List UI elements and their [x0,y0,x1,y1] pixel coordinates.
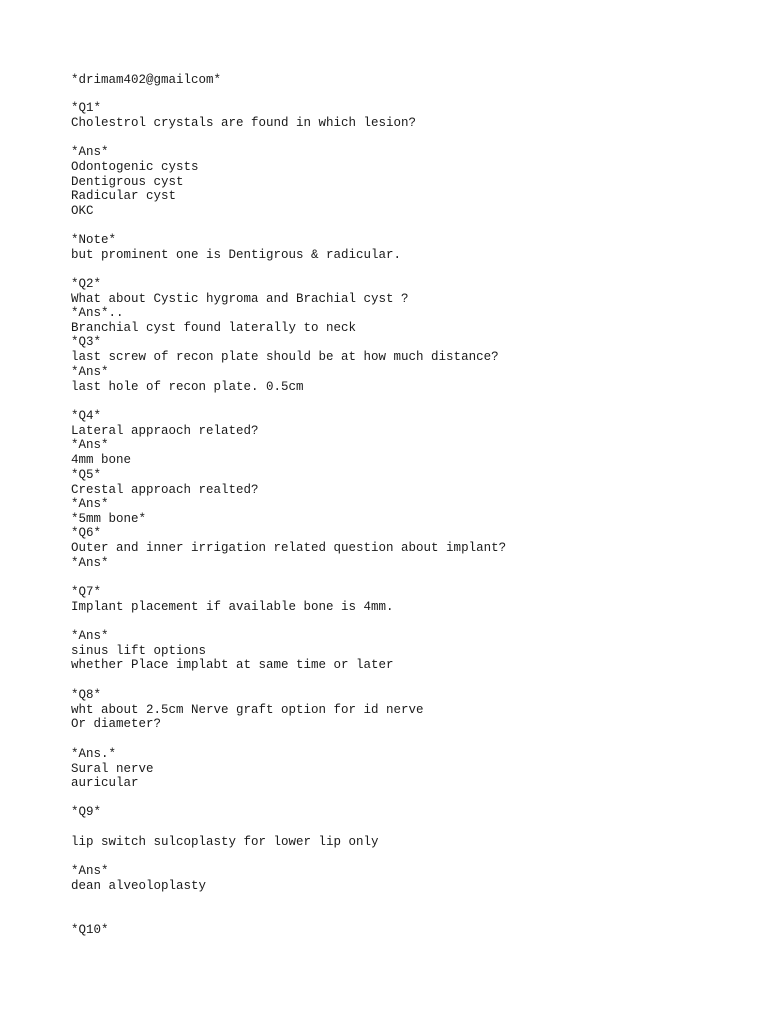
text-line: Radicular cyst [71,189,177,203]
text-line: *drimam402@gmailcom* [71,73,222,87]
text-line: *Ans*.. [71,306,124,320]
text-line: *Q8* [71,688,102,702]
text-line: *Ans* [71,145,109,159]
text-line: Sural nerve [71,762,154,776]
text-line: *Q5* [71,468,102,482]
text-line: Branchial cyst found laterally to neck [71,321,357,335]
text-line: Implant placement if available bone is 4mm. [71,600,394,614]
text-line: *Q7* [71,585,102,599]
text-line: sinus lift options [71,644,207,658]
text-line: *Q10* [71,923,109,937]
text-line: lip switch sulcoplasty for lower lip only [71,835,379,849]
text-line: Crestal approach realted? [71,483,259,497]
text-line: last hole of recon plate. 0.5cm [71,380,304,394]
text-line: *Ans* [71,864,109,878]
text-line: *Q1* [71,101,102,115]
text-line: *Q3* [71,335,102,349]
text-line: 4mm bone [71,453,132,467]
text-line: *Q6* [71,526,102,540]
text-line: *Q4* [71,409,102,423]
text-line: Or diameter? [71,717,162,731]
text-line: auricular [71,776,139,790]
text-line: *Ans* [71,629,109,643]
text-line: but prominent one is Dentigrous & radicular. [71,248,402,262]
text-line: Outer and inner irrigation related question about implant? [71,541,507,555]
text-line: OKC [71,204,94,218]
text-line: What about Cystic hygroma and Brachial cyst ? [71,292,409,306]
text-line: *Ans.* [71,747,117,761]
text-line: Odontogenic cysts [71,160,199,174]
text-line: last screw of recon plate should be at how much distance? [71,350,499,364]
text-line: Dentigrous cyst [71,175,184,189]
text-line: *Q9* [71,805,102,819]
text-line: *Q2* [71,277,102,291]
text-line: *Note* [71,233,117,247]
text-line: *Ans* [71,365,109,379]
text-line: *Ans* [71,497,109,511]
text-line: whether Place implabt at same time or later [71,658,394,672]
text-line: *5mm bone* [71,512,147,526]
text-line: Lateral appraoch related? [71,424,259,438]
text-line: Cholestrol crystals are found in which lesion? [71,116,417,130]
text-line: wht about 2.5cm Nerve graft option for id nerve [71,703,424,717]
text-line: dean alveoloplasty [71,879,207,893]
text-line: *Ans* [71,438,109,452]
text-line: *Ans* [71,556,109,570]
